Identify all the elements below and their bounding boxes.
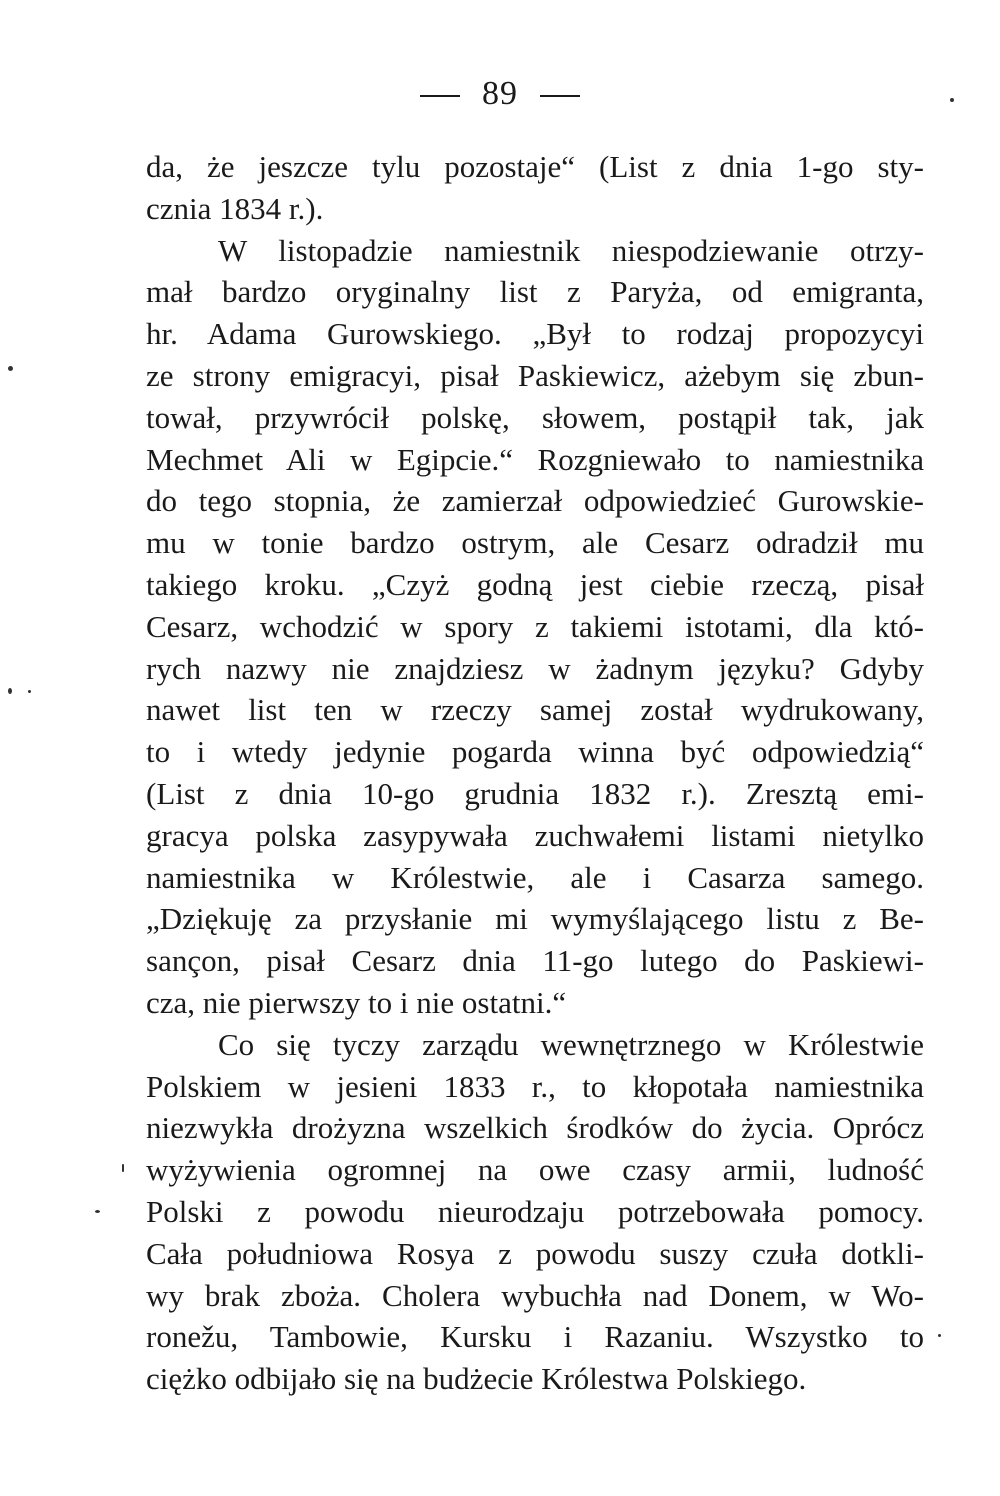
text-line: tował, przywrócił polskę, słowem, postąpił tak, jak	[146, 399, 924, 435]
text-line: Polski z powodu nieurodzaju potrzebowała pomocy.	[146, 1193, 924, 1229]
text-line: gracya polska zasypywała zuchwałemi listami nietylko	[146, 817, 924, 853]
text-line: niezwykła drożyzna wszelkich środków do życia. Oprócz	[146, 1110, 924, 1146]
scan-speck	[8, 688, 12, 694]
text-line: cza, nie pierwszy to i nie ostatni.“	[146, 984, 567, 1020]
page-header	[0, 74, 1000, 114]
text-line: rych nazwy nie znajdziesz w żadnym języku? Gdyby	[146, 650, 924, 686]
text-line: Cała południowa Rosya z powodu suszy czuła dotkli-	[146, 1235, 924, 1271]
text-line: namiestnika w Królestwie, ale i Casarza samego.	[146, 859, 924, 895]
text-line: wy brak zboża. Cholera wybuchła nad Donem, w Wo-	[146, 1277, 924, 1313]
text-line: takiego kroku. „Czyż godną jest ciebie rzeczą, pisał	[146, 566, 924, 602]
text-line: ciężko odbijało się na budżecie Królestwa Polskiego.	[146, 1361, 807, 1397]
text-line: mał bardzo oryginalny list z Paryża, od emigranta,	[146, 274, 924, 310]
text-line: da, że jeszcze tylu pozostaje“ (List z dnia 1-go sty-	[146, 149, 924, 184]
text-line: hr. Adama Gurowskiego. „Był to rodzaj propozycyi	[146, 316, 924, 352]
text-line: (List z dnia 10-go grudnia 1832 r.). Zresztą emi-	[146, 775, 924, 811]
scan-speck	[950, 98, 954, 102]
text-line: „Dziękuję za przysłanie mi wymyślającego listu z Be-	[146, 901, 924, 937]
text-line: ronežu, Tambowie, Kursku i Razaniu. Wszystko to	[146, 1319, 924, 1355]
page-text	[146, 146, 924, 1400]
scan-speck	[95, 1210, 100, 1213]
scan-speck	[938, 1334, 941, 1337]
scan-speck	[8, 366, 13, 371]
text-line: do tego stopnia, że zamierzał odpowiedzieć Gurowskie-	[146, 483, 924, 519]
text-line: Cesarz, wchodzić w spory z takiemi istotami, dla któ-	[146, 608, 924, 644]
scan-speck	[28, 690, 31, 693]
text-line: to i wtedy jedynie pogarda winna być odpowiedzią“	[146, 734, 924, 770]
text-line: Mechmet Ali w Egipcie.“ Rozgniewało to namiestnika	[146, 441, 924, 477]
text-line: W listopadzie namiestnik niespodziewanie otrzy-	[218, 232, 924, 268]
text-line: Co się tyczy zarządu wewnętrznego w Królestwie	[218, 1026, 924, 1062]
text-line: cznia 1834 r.).	[146, 190, 324, 226]
text-line: nawet list ten w rzeczy samej został wydrukowany,	[146, 692, 924, 728]
text-line: ze strony emigracyi, pisał Paskiewicz, ażebym się zbun-	[146, 357, 924, 393]
page-number: 89	[482, 75, 518, 112]
header-dash-left	[420, 95, 460, 97]
header-dash-right	[540, 95, 580, 97]
text-line: mu w tonie bardzo ostrym, ale Cesarz odradził mu	[146, 525, 924, 561]
text-line: wyżywienia ogromnej na owe czasy armii, ludność	[146, 1152, 924, 1188]
scan-speck	[122, 1164, 124, 1172]
text-line: Polskiem w jesieni 1833 r., to kłopotała namiestnika	[146, 1068, 924, 1104]
text-line: sançon, pisał Cesarz dnia 11-go lutego do Paskiewi-	[146, 943, 924, 979]
